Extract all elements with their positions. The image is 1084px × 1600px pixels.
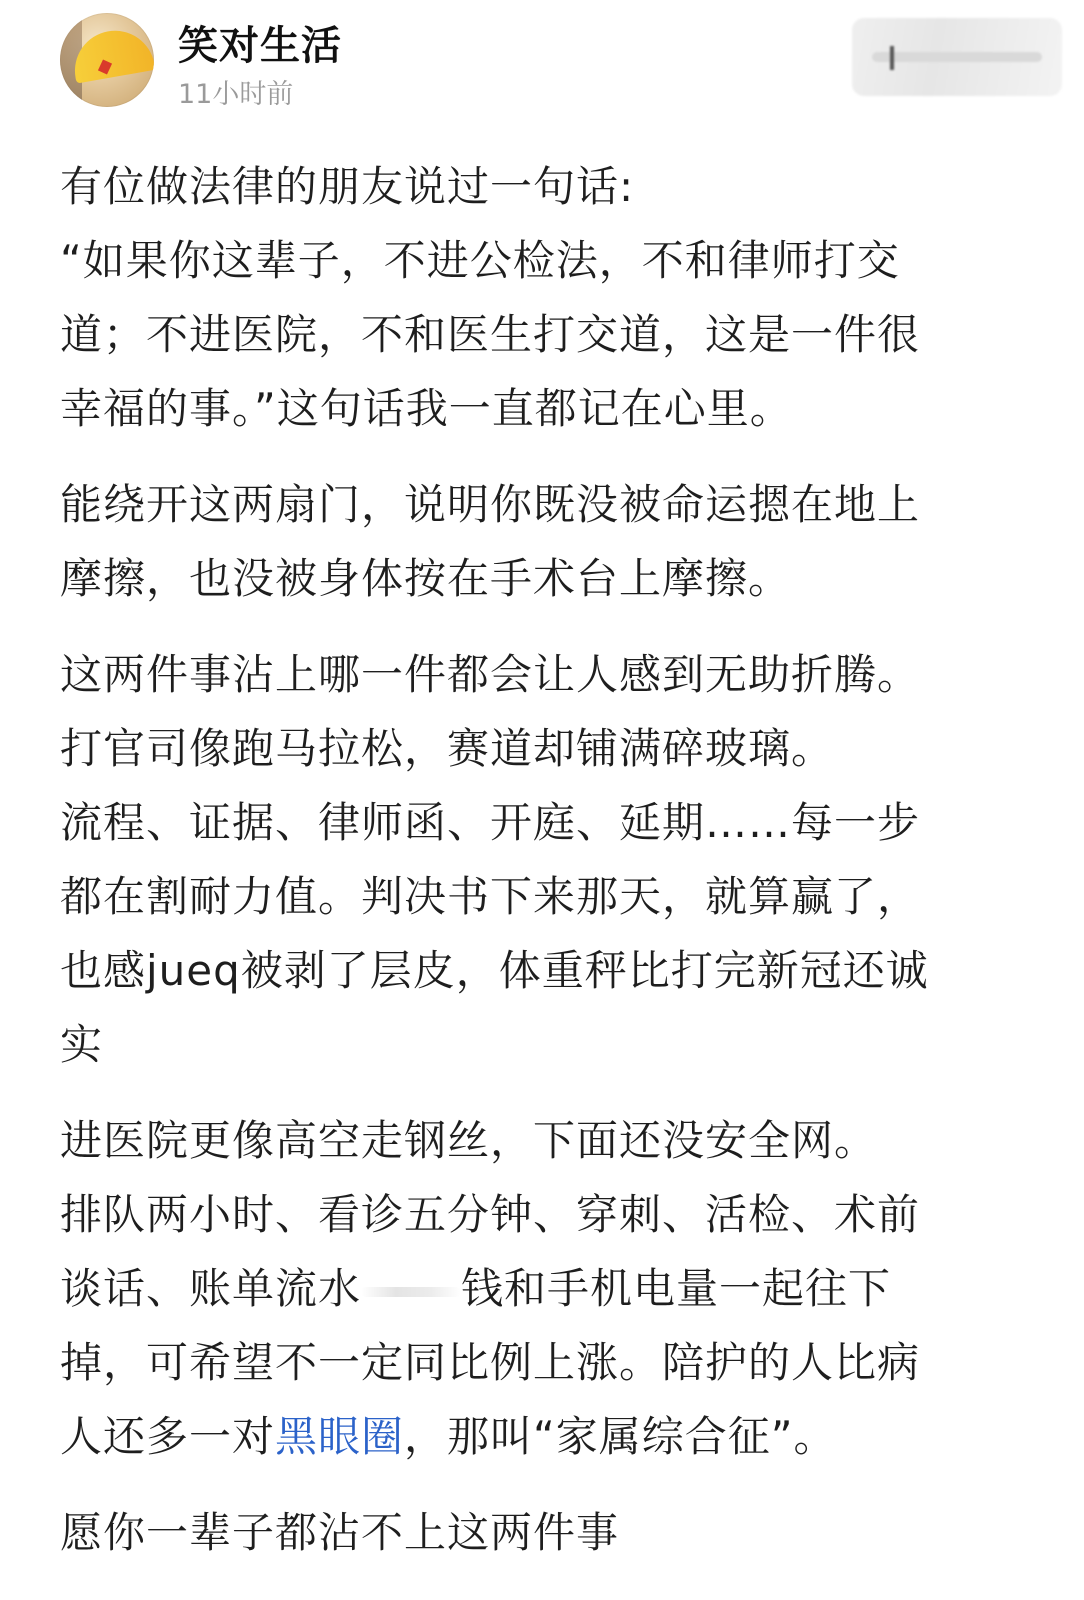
text-segment: 人还多一对 xyxy=(60,1412,276,1461)
text-line: 都在割耐力值。判决书下来那天，就算赢了， xyxy=(60,872,921,921)
text-line: 有位做法律的朋友说过一句话: xyxy=(60,162,635,211)
blurred-scribble xyxy=(872,52,1042,62)
text-line: 进医院更像高空走钢丝，下面还没安全网。 xyxy=(60,1116,878,1165)
text-line-with-blur xyxy=(60,1252,1020,1326)
text-segment: ，那叫“家属综合征”。 xyxy=(404,1412,837,1461)
blurred-redaction xyxy=(361,1287,461,1297)
post-header xyxy=(0,0,1084,120)
post-body xyxy=(60,150,1020,1592)
paragraph-3 xyxy=(60,638,1020,1082)
text-line: 这两件事沾上哪一件都会让人感到无助折腾。 xyxy=(60,650,921,699)
text-line: “如果你这辈子，不进公检法，不和律师打交 xyxy=(60,236,900,285)
post-time: 11小时前 xyxy=(178,79,294,110)
avatar[interactable] xyxy=(60,13,154,107)
paragraph-1 xyxy=(60,150,1020,446)
text-line: 掉，可希望不一定同比例上涨。陪护的人比病 xyxy=(60,1338,921,1387)
text-line: 实 xyxy=(60,1020,104,1069)
text-line: 摩擦，也没被身体按在手术台上摩擦。 xyxy=(60,554,792,603)
text-line-with-link xyxy=(60,1400,1020,1474)
text-line: 排队两小时、看诊五分钟、穿刺、活检、术前 xyxy=(60,1190,921,1239)
text-line: 也感jueq被剥了层皮，体重秤比打完新冠还诚 xyxy=(60,946,929,995)
paragraph-4 xyxy=(60,1104,1020,1474)
text-segment: 谈话、账单流水 xyxy=(60,1264,362,1313)
text-line: 愿你一辈子都沾不上这两件事 xyxy=(60,1508,620,1557)
topic-link[interactable]: 黑眼圈 xyxy=(275,1412,405,1461)
author-name[interactable]: 笑对生活 xyxy=(178,23,342,69)
paragraph-5 xyxy=(60,1496,1020,1570)
text-segment: 钱和手机电量一起往下 xyxy=(461,1264,892,1313)
text-line: 道；不进医院，不和医生打交道，这是一件很 xyxy=(60,310,921,359)
paragraph-2 xyxy=(60,468,1020,616)
text-line: 流程、证据、律师函、开庭、延期……每一步 xyxy=(60,798,921,847)
text-line: 打官司像跑马拉松，赛道却铺满碎玻璃。 xyxy=(60,724,835,773)
text-line: 能绕开这两扇门，说明你既没被命运摁在地上 xyxy=(60,480,921,529)
follow-button-blurred[interactable] xyxy=(852,18,1062,96)
blurred-mark xyxy=(890,46,894,70)
text-line: 幸福的事。”这句话我一直都记在心里。 xyxy=(60,384,793,433)
